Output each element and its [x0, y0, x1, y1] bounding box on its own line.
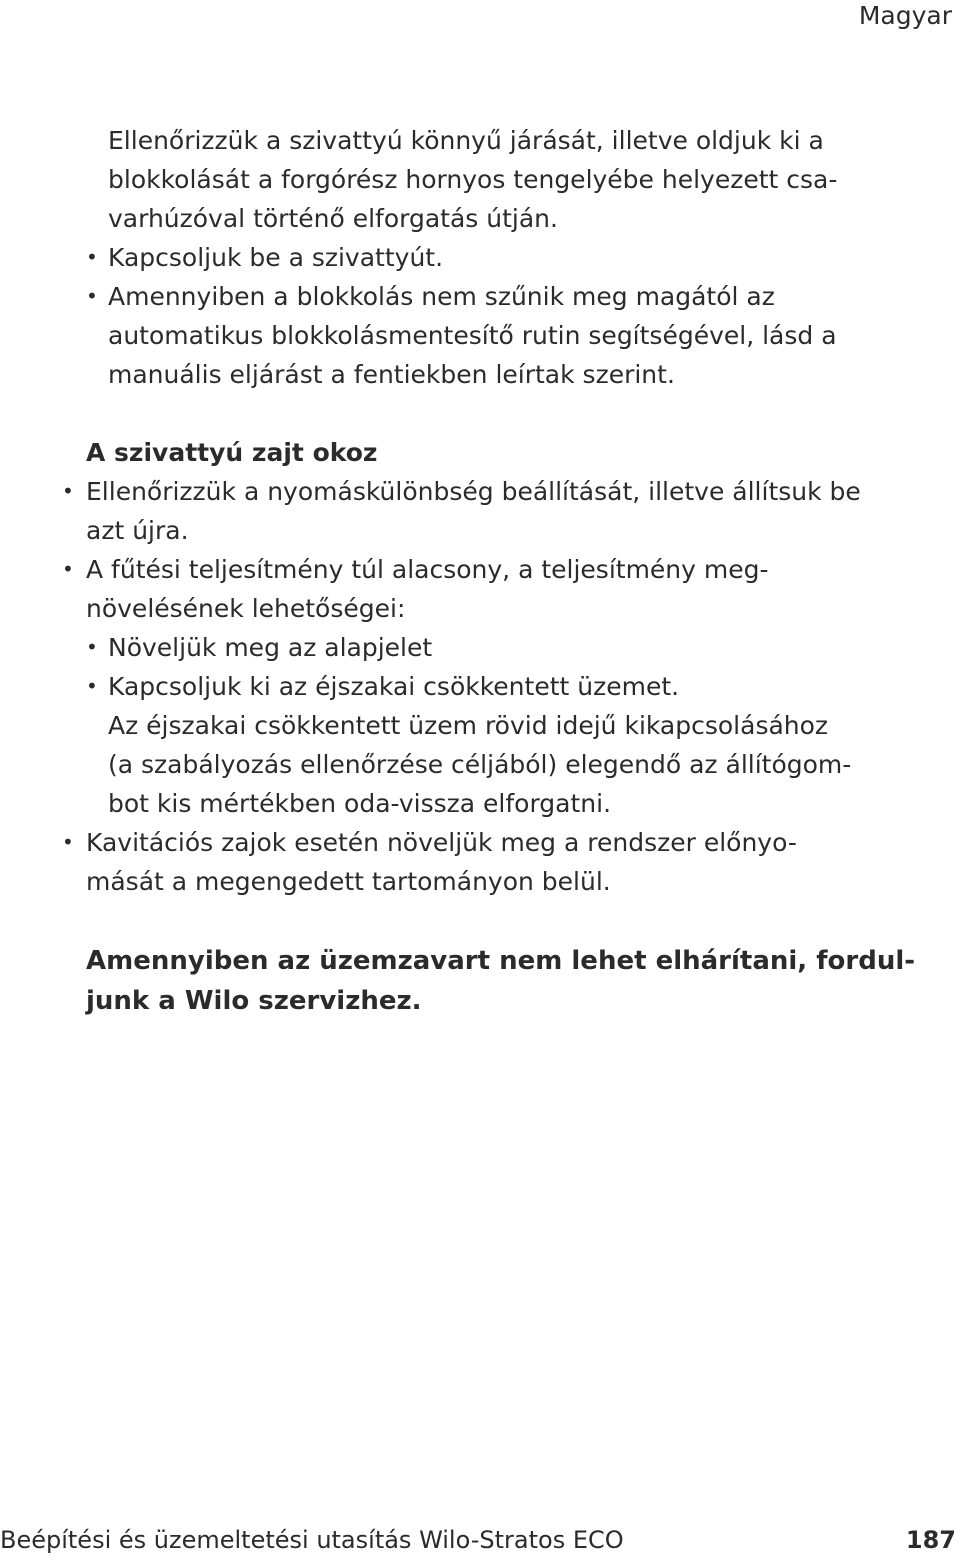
bullet-marker: • [62, 557, 74, 581]
bullet-marker: • [62, 479, 74, 503]
sub-bullet-line [0, 667, 960, 706]
sub-bullet-text: Növeljük meg az alapjelet [108, 633, 433, 662]
closing-line: junk a Wilo szervizhez. [86, 986, 422, 1016]
bullet-marker: • [86, 635, 98, 659]
sub-bullet-line [0, 628, 960, 667]
bullet-line: manuális eljárást a fentiekben leírtak szerint. [108, 360, 675, 389]
bullet-marker: • [62, 830, 74, 854]
bullet-line: növelésének lehetőségei: [86, 594, 406, 623]
bullet-line [0, 550, 960, 589]
header-language: Magyar [858, 1, 952, 30]
note-line: (a szabályozás ellenőrzése céljából) elegendő az állítógom- [108, 750, 852, 779]
intro-line: Ellenőrizzük a szivattyú könnyű járását, illetve oldjuk ki a [108, 126, 824, 155]
bullet-line [0, 472, 960, 511]
bullet-line [0, 277, 960, 316]
bullet-text: Kavitációs zajok esetén növeljük meg a rendszer előnyo- [86, 828, 797, 857]
bullet-marker: • [86, 245, 98, 269]
spacer [0, 901, 960, 941]
intro-line: blokkolását a forgórész hornyos tengelyébe helyezett csa- [108, 165, 838, 194]
section-bullet-pressure [0, 472, 960, 550]
bullet-text: Ellenőrizzük a nyomáskülönbség beállítását, illetve állítsuk be [86, 477, 861, 506]
intro-bullet-blocking [0, 277, 960, 394]
intro-paragraph [0, 121, 960, 238]
intro-line: varhúzóval történő elforgatás útján. [108, 204, 558, 233]
note-line: bot kis mértékben oda-vissza elforgatni. [108, 789, 612, 818]
bullet-text: Amennyiben a blokkolás nem szűnik meg magától az [108, 282, 775, 311]
bullet-text: A fűtési teljesítmény túl alacsony, a teljesítmény meg- [86, 555, 769, 584]
bullet-line [0, 238, 960, 277]
bullet-text: Kapcsoljuk be a szivattyút. [108, 243, 444, 272]
section-bullet-cavitation [0, 823, 960, 901]
closing-paragraph [0, 941, 960, 1021]
bullet-marker: • [86, 674, 98, 698]
bullet-line: automatikus blokkolásmentesítő rutin segítségével, lásd a [108, 321, 837, 350]
page-content [0, 121, 960, 1021]
intro-bullet-switch-on [0, 238, 960, 277]
bullet-line: azt újra. [86, 516, 189, 545]
page-number: 187 [905, 1526, 956, 1554]
note-line: Az éjszakai csökkentett üzem rövid idejű kikapcsolásához [108, 711, 829, 740]
footer-title: Beépítési és üzemeltetési utasítás Wilo-Stratos ECO [0, 1526, 624, 1554]
section-bullet-heating [0, 550, 960, 823]
sub-bullet-text: Kapcsoljuk ki az éjszakai csökkentett üzemet. [108, 672, 680, 701]
bullet-line: mását a megengedett tartományon belül. [86, 867, 611, 896]
bullet-line [0, 823, 960, 862]
section-heading: A szivattyú zajt okoz [86, 438, 378, 467]
page-footer [0, 1521, 960, 1559]
bullet-marker: • [86, 284, 98, 308]
closing-line: Amennyiben az üzemzavart nem lehet elhárítani, fordul- [86, 946, 916, 976]
